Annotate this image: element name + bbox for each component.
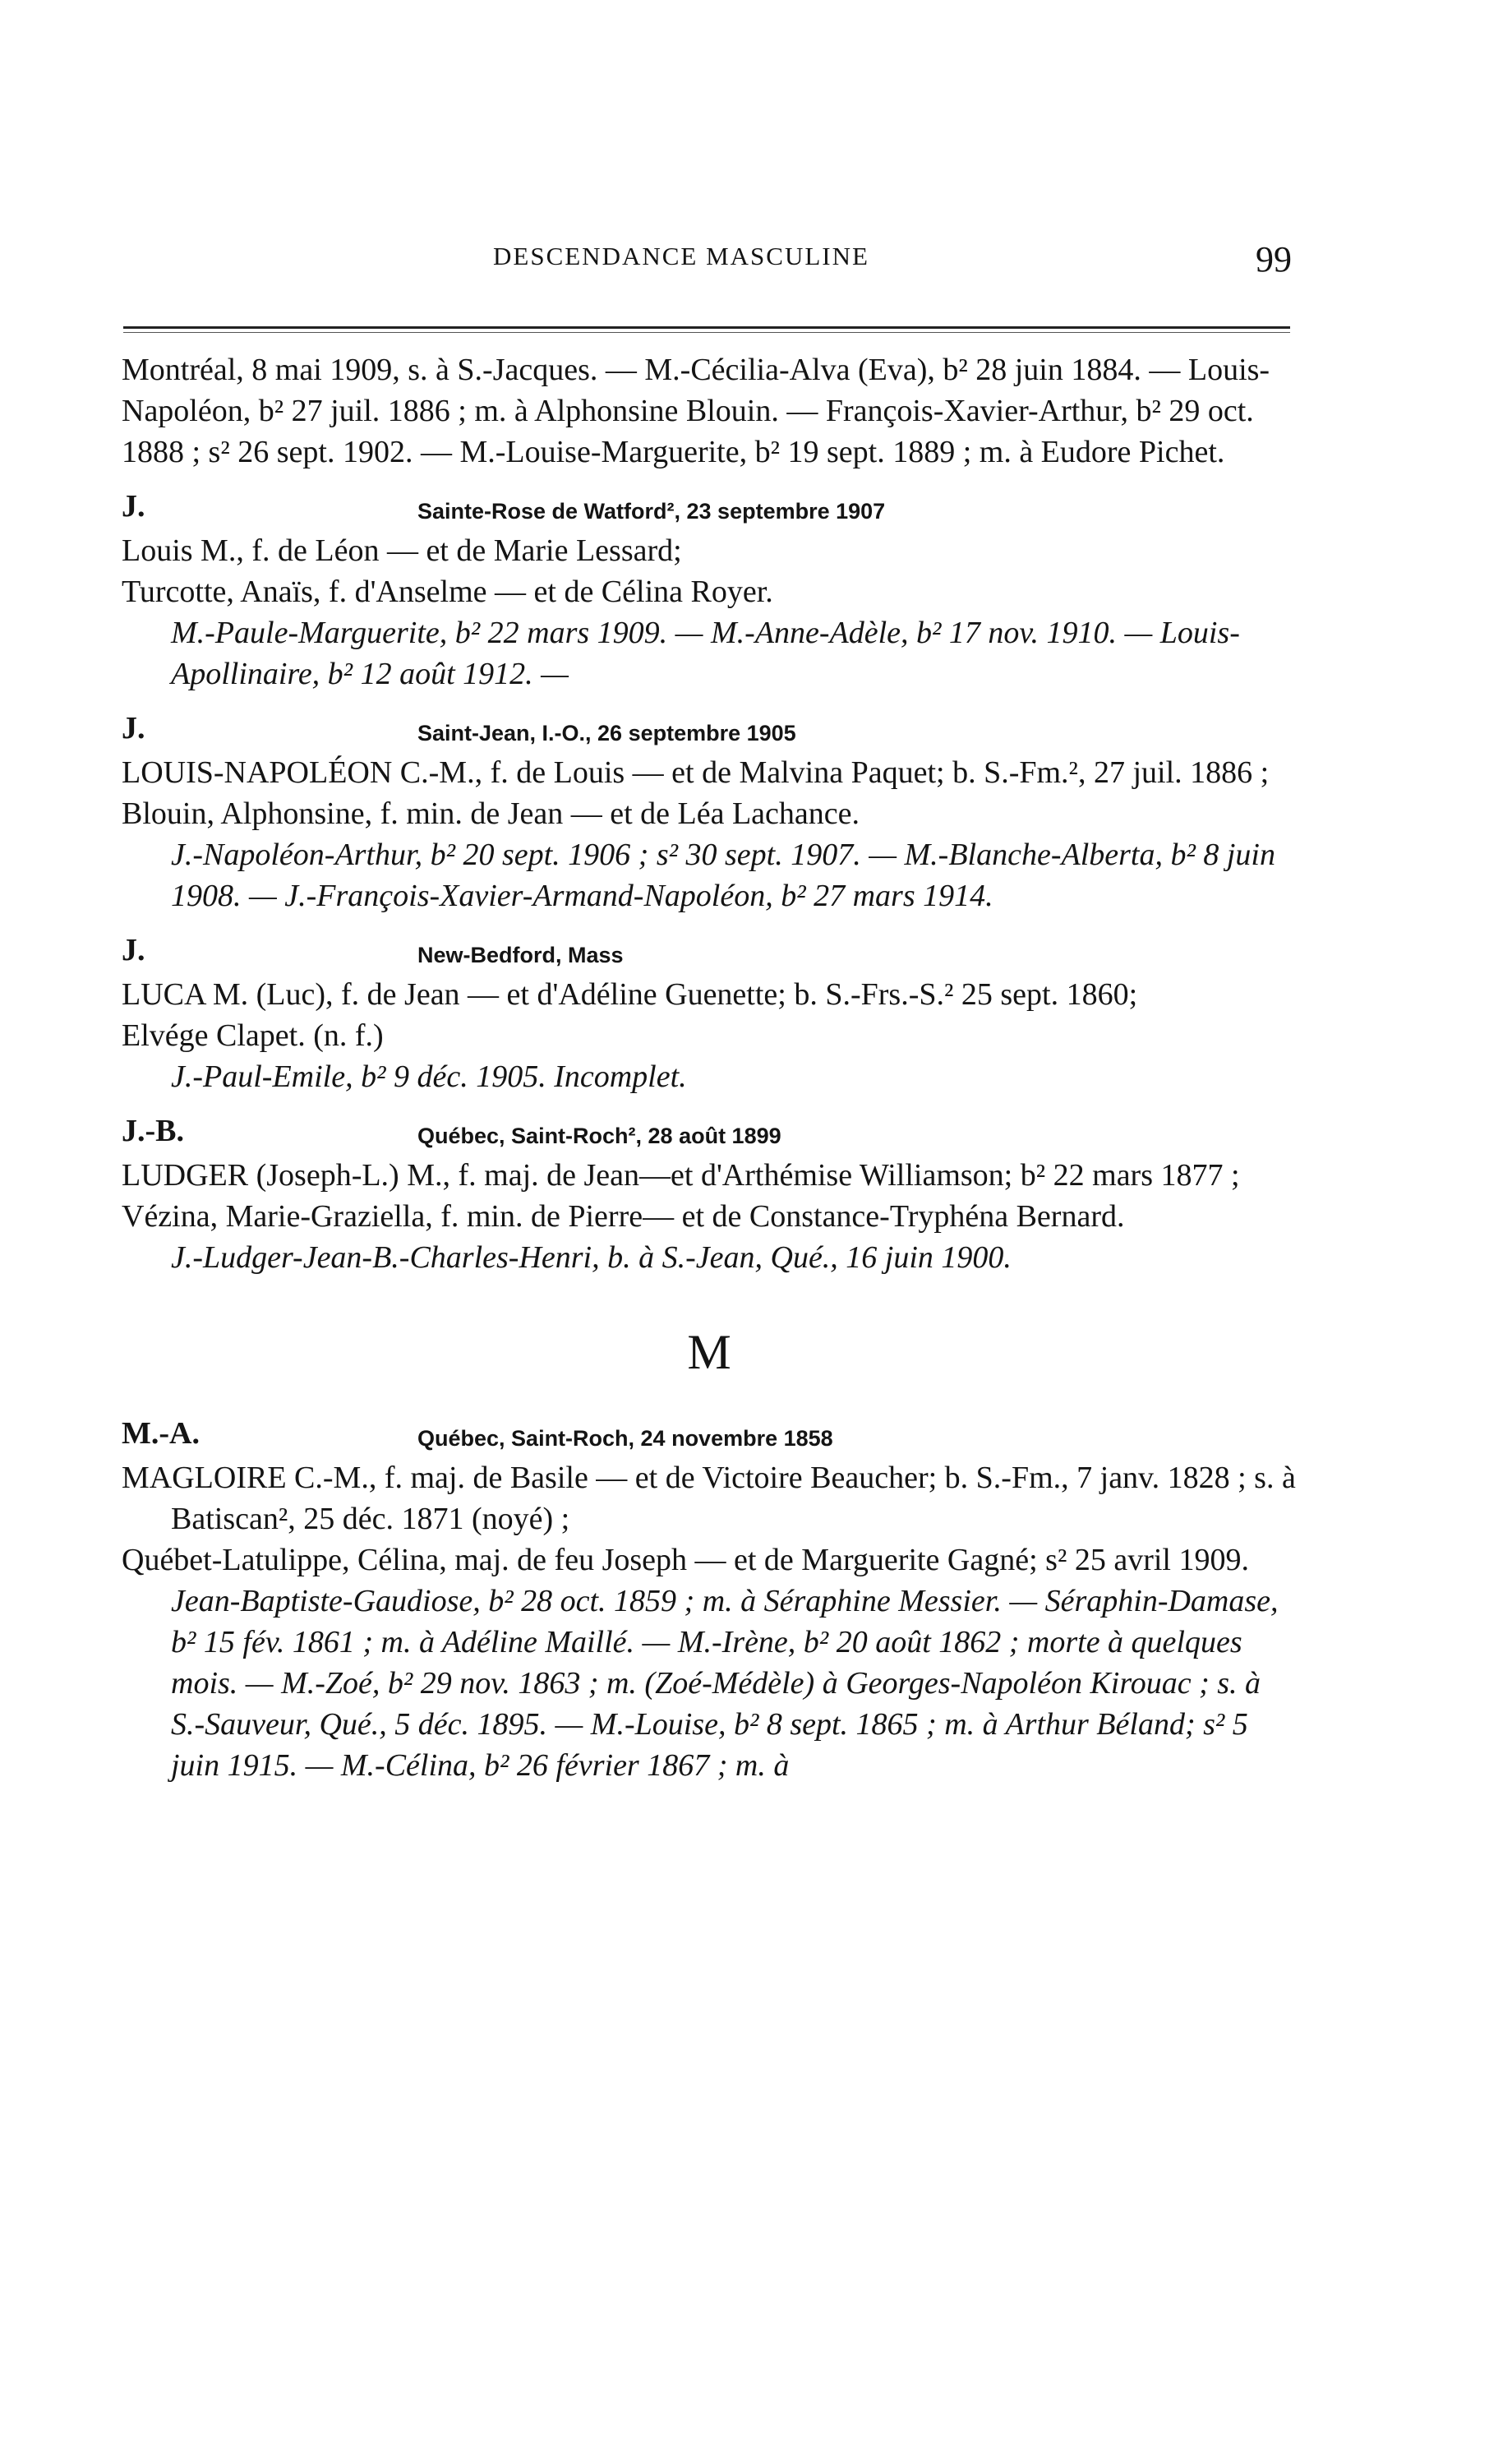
entry-heading [122, 1410, 1297, 1457]
entry-code: J. [122, 933, 145, 967]
entry-place-date: Québec, Saint-Roch, 24 novembre 1858 [417, 1426, 833, 1451]
children-line: M.-Paule-Marguerite, b² 22 mars 1909. — M.-Anne-Adèle, b² 17 nov. 1910. — Louis-Apollinaire, b² 12 août 1912. — [171, 616, 1240, 691]
page-content [122, 349, 1297, 1786]
marriage-entry [122, 926, 1297, 1097]
wife-line: Elvége Clapet. (n. f.) [122, 1018, 384, 1053]
running-title: DESCENDANCE MASCULINE [493, 242, 869, 270]
children-line: J.-Paul-Emile, b² 9 déc. 1905. Incomplet. [171, 1059, 687, 1094]
entry-heading [122, 926, 1297, 974]
children-line: Jean-Baptiste-Gaudiose, b² 28 oct. 1859 ; m. à Séraphine Messier. — Séraphin-Damase, b² 15 fév. 1861 ; m. à Adéline Maillé. — M.-Irène, b² 20 août 1862 ; morte à quelques mois. — M.-Zoé, b² 29 nov. 1863 ; m. (Zoé-Médèle) à Georges-Napoléon Kirouac ; s. à S.-Sauveur, Qué., 5 déc. 1895. — M.-Louise, b² 8 sept. 1865 ; m. à Arthur Béland; s² 5 juin 1915. — M.-Célina, b² 26 février 1867 ; m. à [171, 1584, 1279, 1783]
husband-line: LUCA M. (Luc), f. de Jean — et d'Adéline Guenette; b. S.-Frs.-S.² 25 sept. 1860; [122, 977, 1138, 1012]
children-line: J.-Napoléon-Arthur, b² 20 sept. 1906 ; s² 30 sept. 1907. — M.-Blanche-Alberta, b² 8 juin 1908. — J.-François-Xavier-Armand-Napoléon, b² 27 mars 1914. [171, 838, 1275, 913]
husband-line: Louis M., f. de Léon — et de Marie Lessard; [122, 533, 682, 568]
entry-heading [122, 704, 1297, 752]
husband-line: LUDGER (Joseph-L.) M., f. maj. de Jean—et d'Arthémise Williamson; b² 22 mars 1877 ; [122, 1158, 1240, 1193]
marriage-entry [122, 482, 1297, 695]
entry-place-date: Québec, Saint-Roch², 28 août 1899 [417, 1124, 781, 1148]
continuation-paragraph: Montréal, 8 mai 1909, s. à S.-Jacques. — M.-Cécilia-Alva (Eva), b² 28 juin 1884. — Louis-Napoléon, b² 27 juil. 1886 ; m. à Alphonsine Blouin. — François-Xavier-Arthur, b² 29 oct. 1888 ; s² 26 sept. 1902. — M.-Louise-Marguerite, b² 19 sept. 1889 ; m. à Eudore Pichet. [122, 353, 1270, 469]
entry-code: J.-B. [122, 1114, 184, 1148]
wife-line: Blouin, Alphonsine, f. min. de Jean — et de Léa Lachance. [122, 796, 860, 831]
entry-code: M.-A. [122, 1416, 200, 1451]
entry-place-date: New-Bedford, Mass [417, 943, 624, 967]
wife-line: Vézina, Marie-Graziella, f. min. de Pierre— et de Constance-Tryphéna Bernard. [122, 1199, 1125, 1234]
page-header [493, 238, 1307, 288]
children-line: J.-Ludger-Jean-B.-Charles-Henri, b. à S.-Jean, Qué., 16 juin 1900. [171, 1240, 1012, 1275]
entry-code: J. [122, 489, 145, 524]
entry-place-date: Saint-Jean, I.-O., 26 septembre 1905 [417, 721, 796, 745]
section-letter-heading: M [687, 1325, 731, 1379]
marriage-entry [122, 1410, 1297, 1786]
husband-line: LOUIS-NAPOLÉON C.-M., f. de Louis — et de Malvina Paquet; b. S.-Fm.², 27 juil. 1886 ; [122, 755, 1270, 790]
entry-heading [122, 1107, 1297, 1155]
marriage-entry [122, 704, 1297, 916]
entry-code: J. [122, 711, 145, 745]
page-number: 99 [1256, 239, 1292, 279]
husband-line: MAGLOIRE C.-M., f. maj. de Basile — et de Victoire Beaucher; b. S.-Fm., 7 janv. 1828 ; s. à Batiscan², 25 déc. 1871 (noyé) ; [122, 1461, 1296, 1536]
entry-heading [122, 482, 1297, 530]
marriage-entry [122, 1107, 1297, 1278]
wife-line: Québet-Latulippe, Célina, maj. de feu Joseph — et de Marguerite Gagné; s² 25 avril 1909. [122, 1543, 1249, 1577]
wife-line: Turcotte, Anaïs, f. d'Anselme — et de Célina Royer. [122, 575, 773, 609]
entry-place-date: Sainte-Rose de Watford², 23 septembre 1907 [417, 499, 886, 524]
header-rule [123, 326, 1290, 329]
